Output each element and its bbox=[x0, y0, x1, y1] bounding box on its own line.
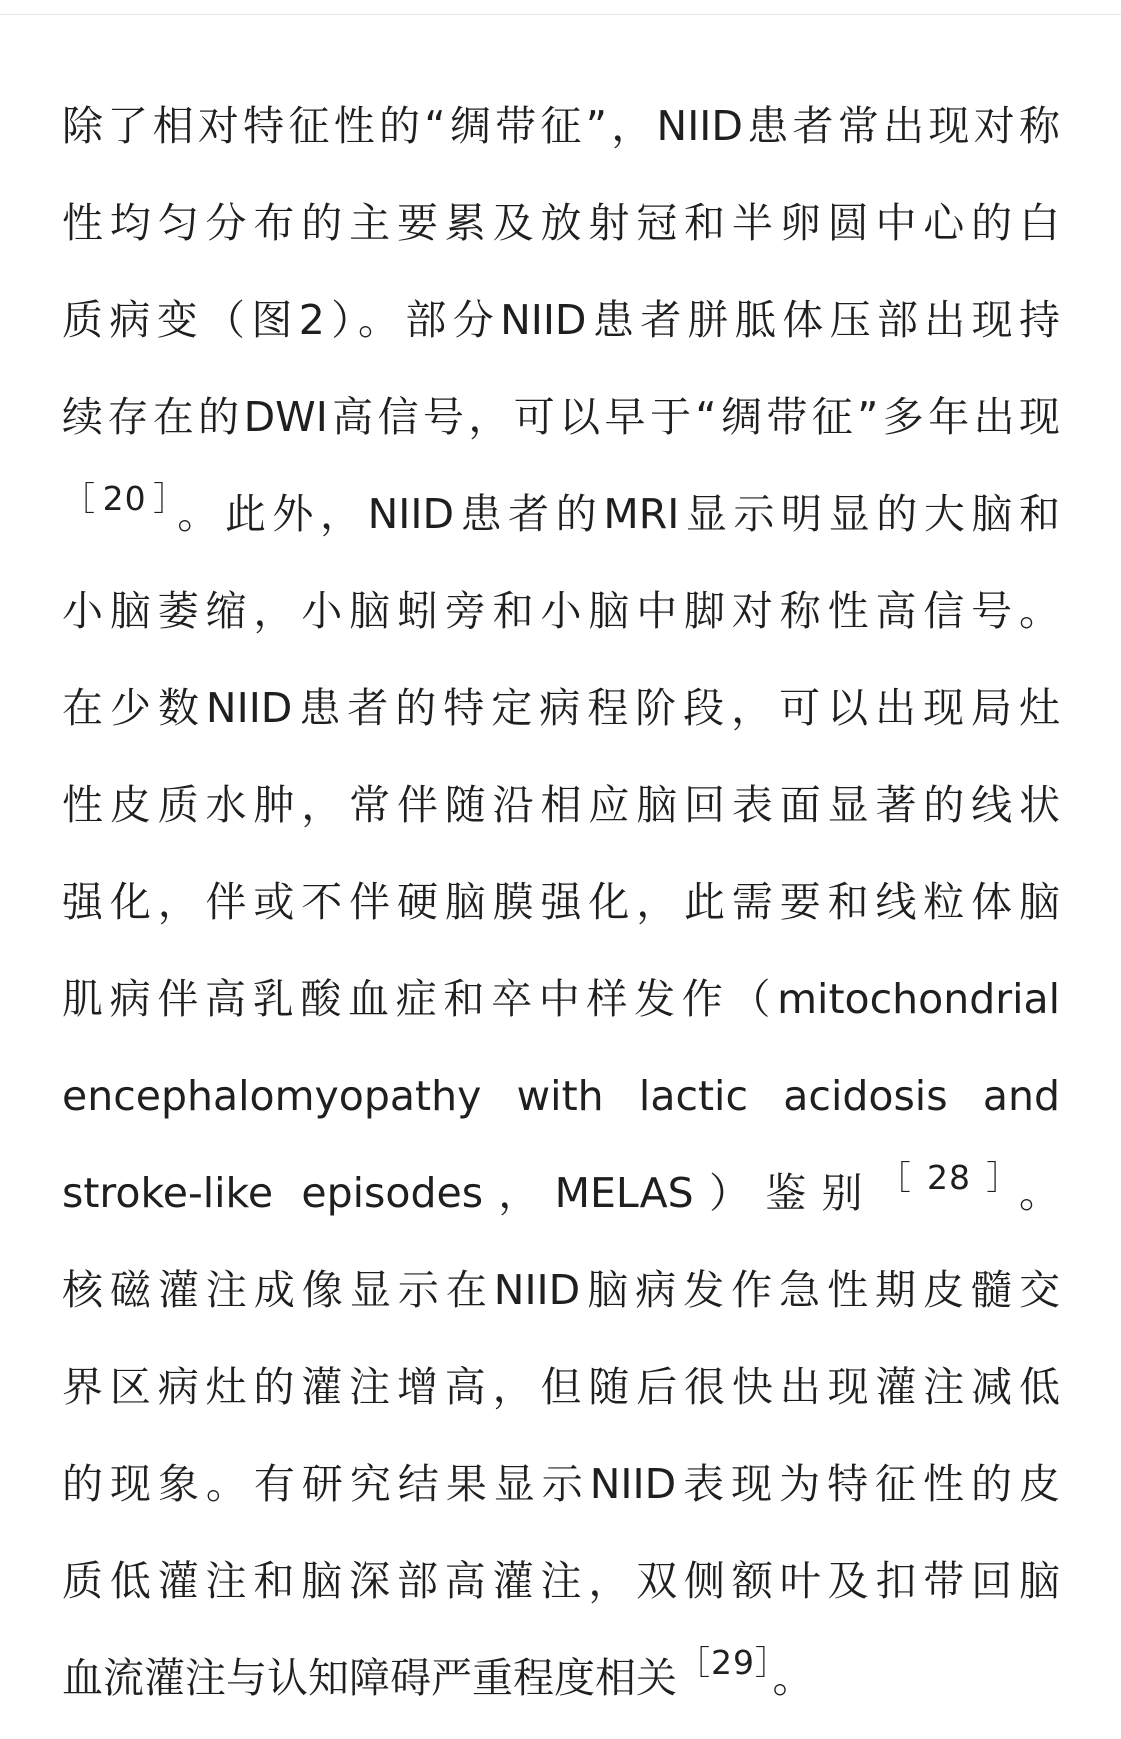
paragraph-line bbox=[62, 660, 1060, 757]
top-divider bbox=[0, 14, 1121, 15]
citation-reference: ［20］ bbox=[62, 479, 178, 518]
line-text: 界区病灶的灌注增高，但随后很快出现灌注减低 bbox=[62, 1363, 1060, 1411]
citation-reference: ［29］ bbox=[677, 1643, 773, 1682]
paragraph-line bbox=[62, 563, 1060, 660]
line-text: 的现象。有研究结果显示NIID表现为特征性的皮 bbox=[62, 1460, 1060, 1508]
line-text: 。 bbox=[772, 1654, 814, 1702]
line-text: 。 bbox=[1019, 1169, 1060, 1217]
paragraph-line bbox=[62, 78, 1060, 175]
line-text: 在少数NIID患者的特定病程阶段，可以出现局灶 bbox=[62, 684, 1060, 732]
line-text: 续存在的DWI高信号，可以早于“绸带征”多年出现 bbox=[62, 393, 1060, 441]
line-text: encephalomyopathy with lactic acidosis and bbox=[62, 1072, 1060, 1120]
paragraph-line bbox=[62, 1145, 1060, 1242]
paragraph-line bbox=[62, 1630, 1060, 1727]
paragraph-line bbox=[62, 1048, 1060, 1145]
citation-reference: ［28］ bbox=[877, 1158, 1019, 1197]
paragraph-line bbox=[62, 1436, 1060, 1533]
line-text: 血流灌注与认知障碍严重程度相关 bbox=[62, 1654, 677, 1702]
line-text: 除了相对特征性的“绸带征”，NIID患者常出现对称 bbox=[62, 102, 1060, 150]
line-text: 强化，伴或不伴硬脑膜强化，此需要和线粒体脑 bbox=[62, 878, 1060, 926]
line-text: 肌病伴高乳酸血症和卒中样发作（mitochondrial bbox=[62, 975, 1060, 1023]
line-text: 小脑萎缩，小脑蚓旁和小脑中脚对称性高信号。 bbox=[62, 587, 1060, 635]
line-text: 性均匀分布的主要累及放射冠和半卵圆中心的白 bbox=[62, 199, 1060, 247]
paragraph-line bbox=[62, 854, 1060, 951]
line-text: 性皮质水肿，常伴随沿相应脑回表面显著的线状 bbox=[62, 781, 1060, 829]
paragraph-line bbox=[62, 272, 1060, 369]
line-text: 。此外，NIID患者的MRI显示明显的大脑和 bbox=[177, 490, 1060, 538]
paragraph-line bbox=[62, 1339, 1060, 1436]
paragraph-line bbox=[62, 951, 1060, 1048]
paragraph-line bbox=[62, 369, 1060, 466]
paragraph-line bbox=[62, 1242, 1060, 1339]
line-text: 质病变（图2）。部分NIID患者胼胝体压部出现持 bbox=[62, 296, 1060, 344]
paragraph-line bbox=[62, 757, 1060, 854]
line-text: stroke-like episodes，MELAS）鉴别 bbox=[62, 1169, 878, 1217]
line-text: 核磁灌注成像显示在NIID脑病发作急性期皮髓交 bbox=[62, 1266, 1060, 1314]
paragraph-line bbox=[62, 1533, 1060, 1630]
paragraph-line bbox=[62, 466, 1060, 563]
paragraph-line bbox=[62, 175, 1060, 272]
line-text: 质低灌注和脑深部高灌注，双侧额叶及扣带回脑 bbox=[62, 1557, 1060, 1605]
article-body bbox=[62, 78, 1060, 1727]
